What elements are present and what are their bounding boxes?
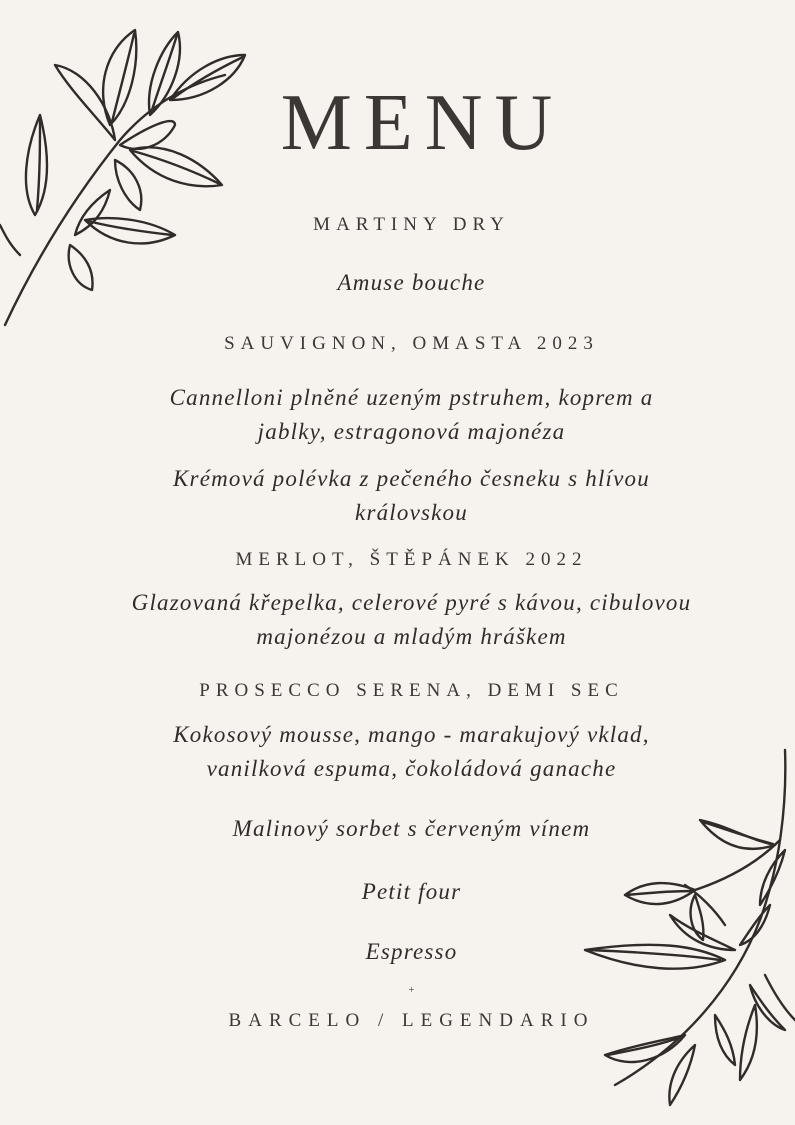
course-cannelloni <box>0 381 795 449</box>
menu-title: MENU <box>280 79 565 167</box>
course-amuse-bouche: Amuse bouche <box>337 270 486 295</box>
spirit-pairing: BARCELO / LEGENDARIO <box>228 1010 595 1031</box>
wine-pairing-1: MARTINY DRY <box>313 214 510 235</box>
wine-pairing-2: SAUVIGNON, OMASTA 2023 <box>224 333 599 354</box>
course-cannelloni-line-2: jablky, estragonová majonéza <box>257 419 566 444</box>
course-quail-line-1: Glazovaná křepelka, celerové pyré s kávou, cibulovou <box>131 590 692 615</box>
course-cannelloni-line-1: Cannelloni plněné uzeným pstruhem, koprem a <box>169 385 654 410</box>
course-quail <box>0 586 795 654</box>
course-quail-line-2: majonézou a mladým hráškem <box>256 624 567 649</box>
course-espresso: Espresso <box>365 939 458 964</box>
course-coconut-mousse-line-1: Kokosový mousse, mango - marakujový vklad, <box>173 722 650 747</box>
plus-sign: + <box>408 985 415 996</box>
course-soup <box>0 462 795 530</box>
course-soup-line-1: Krémová polévka z pečeného česneku s hlívou <box>173 466 650 491</box>
course-sorbet: Malinový sorbet s červeným vínem <box>232 816 591 841</box>
wine-pairing-4: PROSECCO SERENA, DEMI SEC <box>199 680 624 701</box>
wine-pairing-3: MERLOT, ŠTĚPÁNEK 2022 <box>235 549 588 570</box>
course-coconut-mousse-line-2: vanilková espuma, čokoládová ganache <box>206 756 617 781</box>
course-petit-four: Petit four <box>361 879 462 904</box>
course-soup-line-2: královskou <box>355 500 468 525</box>
course-coconut-mousse <box>0 718 795 786</box>
